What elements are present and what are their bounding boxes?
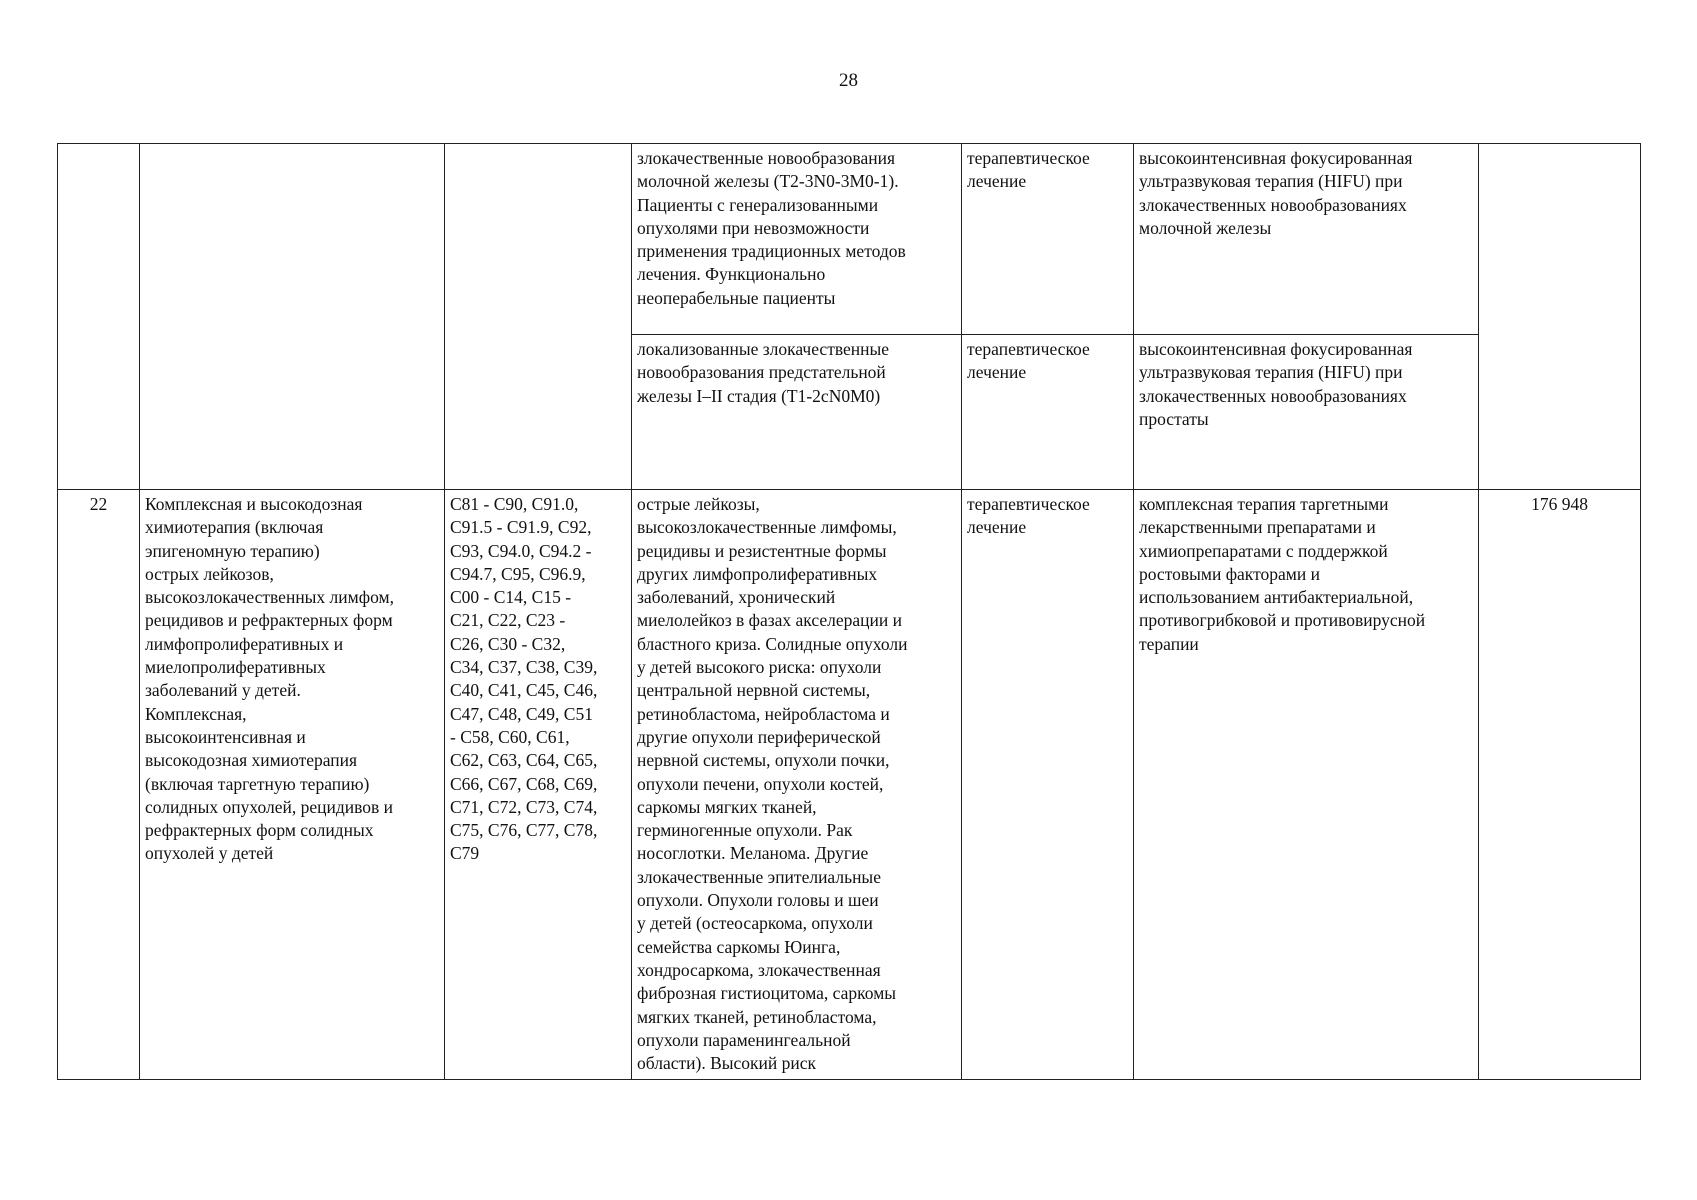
page-number: 28: [839, 70, 858, 91]
cost-cell: [1479, 144, 1641, 490]
treatment-method-cell: комплексная терапия таргетными лекарственными препаратами и химиопрепаратами с поддержкой ростовыми факторами и использованием антибактериальной, противогрибковой и противовирусной терапии: [1134, 490, 1479, 1080]
treatment-method-cell: высокоинтенсивная фокусированная ультразвуковая терапия (HIFU) при злокачественных новообразованиях молочной железы: [1134, 144, 1479, 335]
table-row: [58, 144, 1641, 335]
cost-cell: 176 948: [1479, 490, 1641, 1080]
treatment-type-cell: терапевтическое лечение: [962, 144, 1134, 335]
row-number-cell: [58, 144, 140, 490]
treatment-method-cell: высокоинтенсивная фокусированная ультразвуковая терапия (HIFU) при злокачественных новообразованиях простаты: [1134, 335, 1479, 490]
care-type-cell: [140, 144, 445, 490]
row-number-cell: 22: [58, 490, 140, 1080]
treatment-type-cell: терапевтическое лечение: [962, 335, 1134, 490]
medical-care-table: [57, 143, 1641, 1080]
icd-codes-cell: C81 - C90, C91.0, C91.5 - C91.9, C92, C93, C94.0, C94.2 - C94.7, C95, C96.9, C00 - C14, C15 - C21, C22, C23 - C26, C30 - C32, C34, C37, C38, C39, C40, C41, C45, C46, C47, C48, C49, C51 - C58, C60, C61, C62, C63, C64, C65, C66, C67, C68, C69, C71, C72, C73, C74, C75, C76, C77, C78, C79: [445, 490, 632, 1080]
treatment-type-cell: терапевтическое лечение: [962, 490, 1134, 1080]
patient-model-cell: локализованные злокачественные новообразования предстательной железы I–II стадия (T1-2cN0M0): [632, 335, 962, 490]
care-type-cell: Комплексная и высокодозная химиотерапия (включая эпигеномную терапию) острых лейкозов, высокозлокачественных лимфом, рецидивов и рефрактерных форм лимфопролиферативных и миелопролиферативных заболеваний у детей. Комплексная, высокоинтенсивная и высокодозная химиотерапия (включая таргетную терапию) солидных опухолей, рецидивов и рефрактерных форм солидных опухолей у детей: [140, 490, 445, 1080]
table-row: [58, 490, 1641, 1080]
icd-codes-cell: [445, 144, 632, 490]
patient-model-cell: острые лейкозы, высокозлокачественные лимфомы, рецидивы и резистентные формы других лимфопролиферативных заболеваний, хронический миелолейкоз в фазах акселерации и бластного криза. Солидные опухоли у детей высокого риска: опухоли центральной нервной системы, ретинобластома, нейробластома и другие опухоли периферической нервной системы, опухоли почки, опухоли печени, опухоли костей, саркомы мягких тканей, герминогенные опухоли. Рак носоглотки. Меланома. Другие злокачественные эпителиальные опухоли. Опухоли головы и шеи у детей (остеосаркома, опухоли семейства саркомы Юинга, хондросаркома, злокачественная фиброзная гистиоцитома, саркомы мягких тканей, ретинобластома, опухоли параменингеальной области). Высокий риск: [632, 490, 962, 1080]
patient-model-cell: злокачественные новообразования молочной железы (T2-3N0-3M0-1). Пациенты с генерализованными опухолями при невозможности применения традиционных методов лечения. Функционально неоперабельные пациенты: [632, 144, 962, 335]
